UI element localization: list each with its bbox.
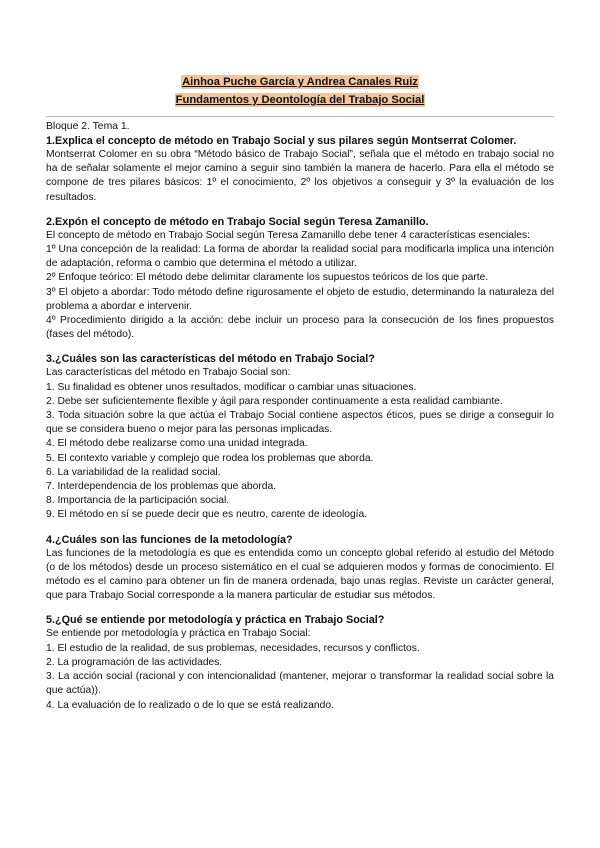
list-item: 1. El estudio de la realidad, de sus problemas, necesidades, recursos y conflictos. (46, 642, 420, 654)
list-item: 3. La acción social (racional y con intencionalidad (mantener, mejorar o transformar la realidad social sobre la que actúa)). (46, 671, 554, 697)
list-item: 2º Enfoque teórico: El método debe delimitar claramente los supuestos teóricos de los que parte. (46, 272, 489, 284)
section-paragraph: El concepto de método en Trabajo Social según Teresa Zamanillo debe tener 4 características esenciales: (46, 229, 531, 241)
section-question: 2.Expón el concepto de método en Trabajo Social según Teresa Zamanillo. (46, 215, 429, 228)
section-paragraph: Montserrat Colomer en su obra “Método básico de Trabajo Social”, señala que el método en trabajo social no ha de señalar solamente el mejor camino a seguir sino también la manera de hacerlo. Para ella el método se compone de tres pilares básicos: 1º el conocimiento, 2º los objetivos a conseguir y 3º la evaluación de los resultados. (46, 149, 554, 203)
list-item: 1. Su finalidad es obtener unos resultados, modificar o cambiar unas situaciones. (46, 381, 417, 393)
list-item: 4. La evaluación de lo realizado o de lo que se está realizando. (46, 699, 334, 711)
list-item: 4. El método debe realizarse como una unidad integrada. (46, 438, 308, 450)
list-item: 6. La variabilidad de la realidad social. (46, 466, 221, 478)
section-5 (46, 613, 554, 712)
block-label: Bloque 2. Tema 1. (46, 121, 130, 132)
section-question: 4.¿Cuáles son las funciones de la metodología? (46, 533, 293, 546)
section-1 (46, 134, 554, 205)
list-item: 4º Procedimiento dirigido a la acción: debe incluir un proceso para la consecución de los fines propuestos (fases del método). (46, 315, 554, 341)
section-3 (46, 352, 554, 522)
section-question: 1.Explica el concepto de método en Trabajo Social y sus pilares según Montserrat Colomer. (46, 135, 517, 147)
list-item: 2. Debe ser suficientemente flexible y ágil para responder continuamente a esta realidad cambiante. (46, 395, 503, 407)
list-item: 3º El objeto a abordar: Todo método define rigurosamente el objeto de estudio, determinando la naturaleza del problema a abordar e intervenir. (46, 286, 554, 312)
list-item: 1º Una concepción de la realidad: La forma de abordar la realidad social para modificarla implica una intención de adaptación, reforma o cambio que determina el método a utilizar. (46, 244, 554, 270)
list-item: 7. Interdependencia de los problemas que aborda. (46, 481, 277, 493)
list-item: 2. La programación de las actividades. (46, 656, 223, 668)
section-question: 3.¿Cuáles son las características del método en Trabajo Social? (46, 353, 375, 366)
section-2 (46, 215, 554, 343)
list-item: 5. El contexto variable y complejo que rodea los problemas que aborda. (46, 452, 374, 464)
section-paragraph: Se entiende por metodología y práctica en Trabajo Social: (46, 628, 311, 640)
section-question: 5.¿Qué se entiende por metodología y práctica en Trabajo Social? (46, 614, 385, 627)
subject-line: Fundamentos y Deontología del Trabajo Social (175, 94, 425, 106)
section-4 (46, 533, 554, 604)
list-item: 8. Importancia de la participación social. (46, 495, 230, 507)
list-item: 3. Toda situación sobre la que actúa el Trabajo Social contiene aspectos éticos, pues se dirige a conseguir lo que se considera bueno o mejor para las personas implicadas. (46, 410, 554, 436)
authors-line: Ainhoa Puche García y Andrea Canales Ruiz (182, 76, 418, 88)
document-header (46, 72, 554, 108)
section-paragraph: Las funciones de la metodología es que es entendida como un concepto global referido al estudio del Método (o de los métodos) desde un proceso sistemático en el cual se adquieren modos y formas de conocimiento. El método es el camino para obtener un fin de manera ordenada, bajo unas reglas. Reviste un carácter general, que para Trabajo Social corresponde a la manera particular de estudiar sus métodos. (46, 547, 554, 602)
section-paragraph: Las características del método en Trabajo Social son: (46, 367, 291, 379)
header-divider (46, 116, 554, 117)
list-item: 9. El método en sí se puede decir que es neutro, carente de ideología. (46, 509, 368, 521)
